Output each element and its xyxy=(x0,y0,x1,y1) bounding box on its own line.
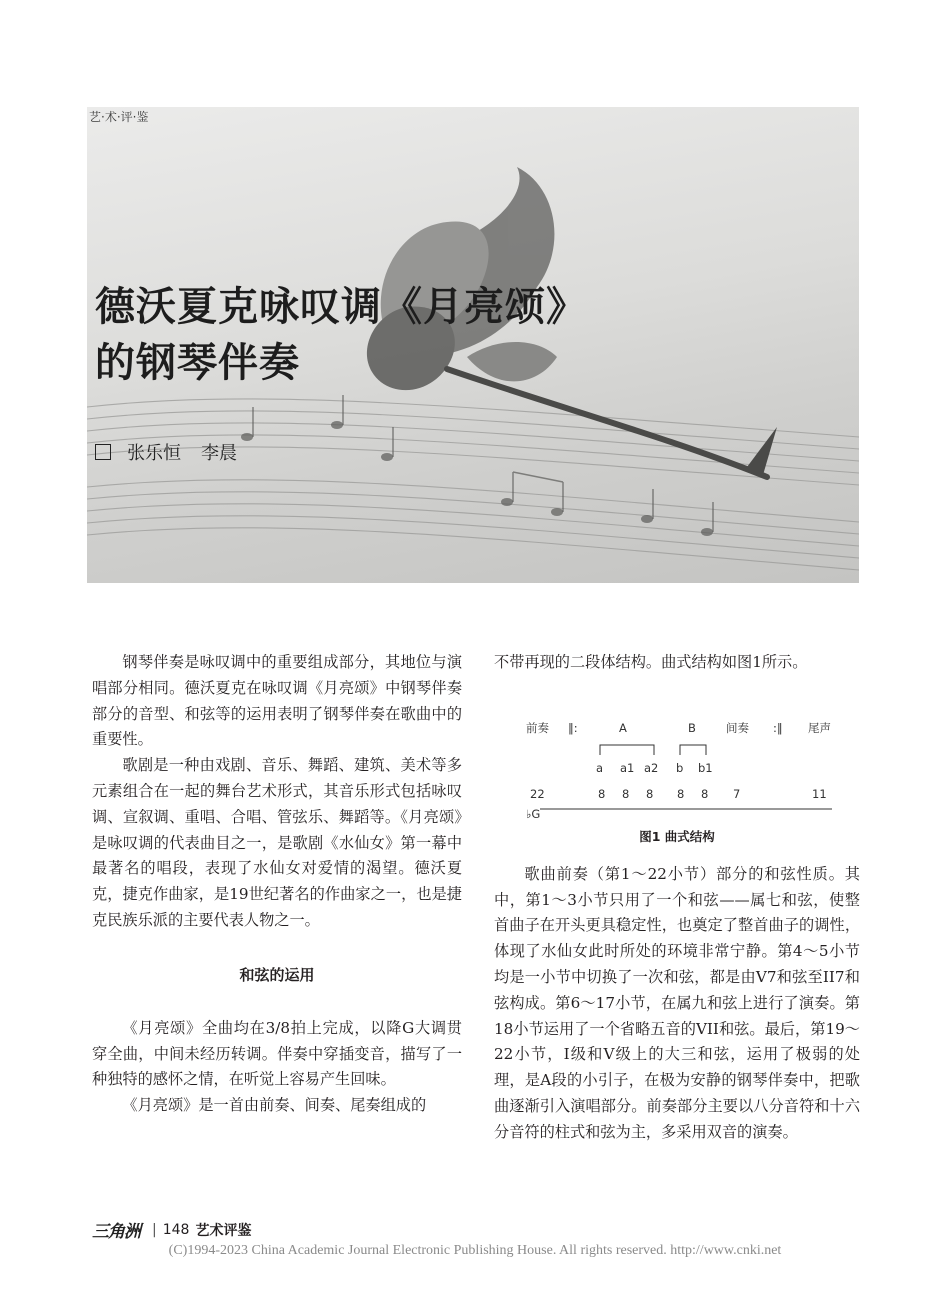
paragraph: 《月亮颂》全曲均在3/8拍上完成，以降G大调贯穿全曲，中间未经历转调。伴奏中穿插变音，描写了一种独特的感怀之情，在听觉上容易产生回味。 xyxy=(92,1018,462,1089)
right-column xyxy=(494,650,860,1146)
measure-count: 8 xyxy=(622,786,630,801)
author-name: 张乐恒 xyxy=(127,443,181,464)
author-name: 李晨 xyxy=(201,443,237,464)
label-phrase-a1: a1 xyxy=(620,760,635,775)
article-title-line-2: 的钢琴伴奏 xyxy=(95,340,300,386)
copyright-notice: (C)1994-2023 China Academic Journal Electronic Publishing House. All rights reserved. http://www.cnki.net xyxy=(168,1243,782,1258)
left-column xyxy=(92,650,462,1119)
measure-count: 22 xyxy=(530,786,545,801)
label-phrase-a2: a2 xyxy=(644,760,659,775)
article-title-line-1: 德沃夏克咏叹调《月亮颂》 xyxy=(95,284,587,330)
paragraph: 不带再现的二段体结构。曲式结构如图1所示。 xyxy=(494,653,808,671)
repeat-end-sign: :‖ xyxy=(773,720,783,735)
header-banner xyxy=(87,107,859,583)
measure-count: 7 xyxy=(733,786,741,801)
label-prelude: 前奏 xyxy=(526,720,549,735)
measure-count: 11 xyxy=(812,786,827,801)
publisher-logo: 三角洲 xyxy=(92,1222,140,1242)
article-title xyxy=(95,279,587,391)
repeat-start-sign: ‖: xyxy=(568,720,578,735)
label-interlude: 间奏 xyxy=(726,720,749,735)
measure-count: 8 xyxy=(677,786,685,801)
label-section-a: A xyxy=(619,720,627,735)
page-number: 148 xyxy=(162,1221,190,1238)
label-phrase-b: b xyxy=(676,760,684,775)
paragraph: 《月亮颂》是一首由前奏、间奏、尾奏组成的 xyxy=(122,1096,427,1115)
measure-count: 8 xyxy=(646,786,654,801)
paragraph: 钢琴伴奏是咏叹调中的重要组成部分，其地位与演唱部分相同。德沃夏克在咏叹调《月亮颂》中钢琴伴奏部分的音型、和弦等的运用表明了钢琴伴奏在歌曲中的重要性。 xyxy=(92,653,462,749)
label-phrase-a: a xyxy=(596,760,604,775)
paragraph: 歌曲前奏（第1～22小节）部分的和弦性质。其中，第1～3小节只用了一个和弦——属七和弦，使整首曲子在开头更具稳定性，也奠定了整首曲子的调性，体现了水仙女此时所处的环境非常宁静。第4～5小节均是一小节中切换了一次和弦，都是由V7和弦至II7和弦构成。第6～17小节，在属九和弦上进行了演奏。第18小节运用了一个省略五音的VII和弦。最后，第19～22小节，I级和V级上的大三和弦，运用了极弱的处理，是A段的小引子，在极为安静的钢琴伴奏中，把歌曲逐渐引入演唱部分。前奏部分主要以八分音符和十六分音符的柱式和弦为主，多采用双音的演奏。 xyxy=(494,864,860,1141)
byline xyxy=(95,439,257,465)
figure-caption: 图1 曲式结构 xyxy=(639,828,715,844)
column-tag: 艺·术·评·鉴 xyxy=(89,110,149,124)
label-phrase-b1: b1 xyxy=(698,760,713,775)
key-signature-label: ♭G xyxy=(526,806,541,821)
measure-count: 8 xyxy=(598,786,606,801)
measure-count: 8 xyxy=(701,786,709,801)
label-section-b: B xyxy=(688,720,696,735)
square-bullet-icon xyxy=(95,444,111,460)
page-footer xyxy=(92,1217,251,1242)
label-coda: 尾声 xyxy=(808,720,831,735)
section-heading: 和弦的运用 xyxy=(239,965,315,984)
footer-separator: | xyxy=(152,1221,157,1238)
form-structure-figure xyxy=(494,696,860,848)
journal-name: 艺术评鉴 xyxy=(195,1222,252,1239)
paragraph: 歌剧是一种由戏剧、音乐、舞蹈、建筑、美术等多元素组合在一起的舞台艺术形式，其音乐形式包括咏叹调、宣叙调、重唱、合唱、管弦乐、舞蹈等。《月亮颂》是咏叹调的代表曲目之一，是歌剧《水仙女》第一幕中最著名的唱段，表现了水仙女对爱情的渴望。德沃夏克，捷克作曲家，是19世纪著名的作曲家之一，也是捷克民族乐派的主要代表人物之一。 xyxy=(92,756,462,929)
